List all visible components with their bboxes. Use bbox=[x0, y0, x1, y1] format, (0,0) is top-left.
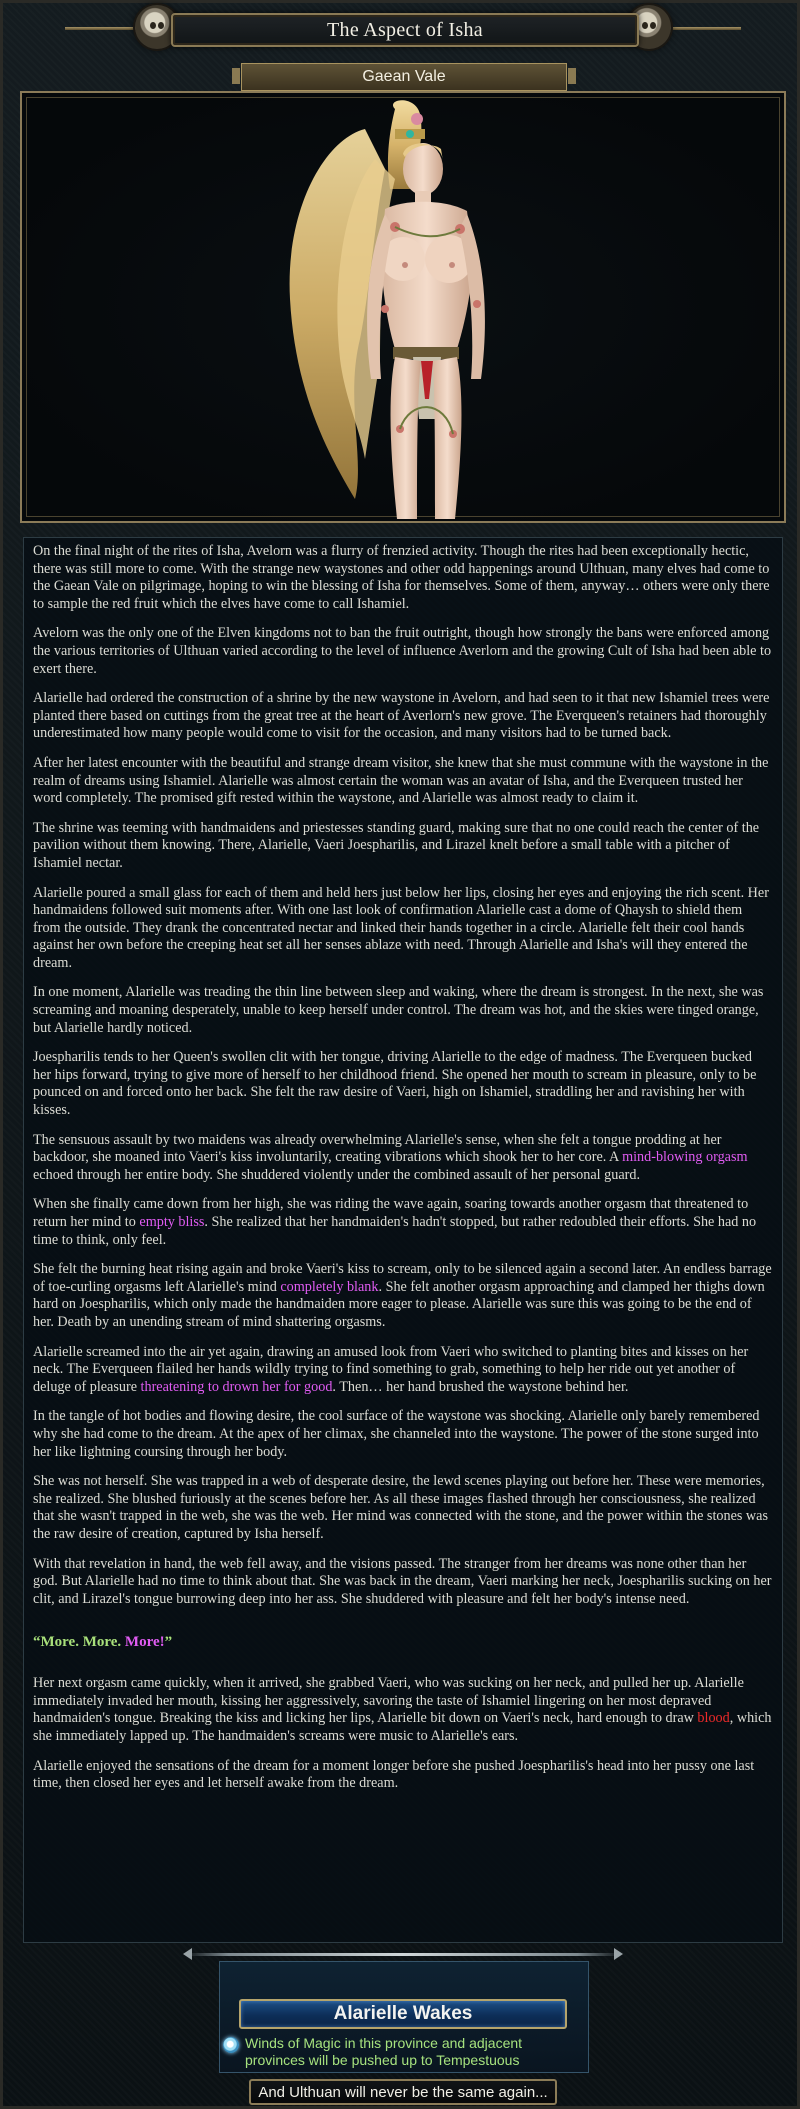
story-paragraph: She was not herself. She was trapped in a web of desperate desire, the lewd scenes playing out before her. These were memories, she realized. She blushed furiously at the scenes before her. As all these images flashed through her consciousness, she realized that she wasn't trapped in the web, she was the web. Her mind was connected with the stone, and the power within the stones was the raw desire of creation, captured by Isha herself. bbox=[33, 1473, 768, 1542]
story-paragraph: In one moment, Alarielle was treading the thin line between sleep and waking, where the dream is strongest. In the next, she was screaming and moaning desperately, unable to keep herself under control. The dream was hot, and the skies were tinged orange, but Alarielle hardly noticed. bbox=[33, 984, 764, 1036]
highlighted-phrase: completely blank bbox=[280, 1278, 379, 1295]
effect-description: Winds of Magic in this province and adjacent provinces will be pushed up to Tempestuous bbox=[245, 2035, 523, 2068]
blood-phrase: blood bbox=[697, 1710, 730, 1727]
event-title-bar bbox=[171, 13, 639, 47]
text-segment: Alarielle screamed into the air yet again, drawing an amused look from Vaeri who switched to planting bites and kisses on her neck. The Everqueen flailed her hands wildly trying to find something to grab, something to help her ride out yet another of deluge of pleasure bbox=[33, 1343, 749, 1395]
highlighted-phrase: empty bliss bbox=[139, 1214, 205, 1230]
character-portrait bbox=[245, 99, 565, 519]
text-segment: The sensuous assault by two maidens was already overwhelming Alarielle's sense, when she felt a tongue prodding at her backdoor, she moaned into Vaeri's kiss involuntarily, creating vibrations which shook her to her core. A bbox=[33, 1131, 722, 1166]
effect-row bbox=[223, 2035, 583, 2075]
story-paragraph bbox=[33, 1196, 773, 1249]
section-divider bbox=[185, 1953, 621, 1956]
story-paragraph bbox=[33, 1344, 773, 1397]
text-segment: echoed through her entire body. She shuddered violently under the combined assault of her personal guard. bbox=[33, 1166, 640, 1183]
story-paragraph bbox=[33, 1675, 773, 1745]
text-segment: . She realized that her handmaiden's hadn't stopped, but rather redoubled their efforts. She had no time to think, only feel. bbox=[33, 1214, 757, 1248]
highlighted-phrase: threatening to drown her for good bbox=[140, 1378, 333, 1395]
text-segment: When she finally came down from her high, she was riding the wave again, soaring towards another orgasm that threatened to return her mind to bbox=[33, 1196, 749, 1230]
story-paragraph: Alarielle had ordered the construction of a shrine by the new waystone in Avelorn, and had seen to it that new Ishamiel trees were planted there based on cuttings from the great tree at the heart of Averlorn's new grove. The Everqueen's retainers had thoroughly underestimated how many people would come to visit for the occasion, and many visitors had to be turned back. bbox=[33, 690, 770, 742]
story-paragraph: Avelorn was the only one of the Elven kingdoms not to ban the fruit outright, though how strongly the bans were enforced among the various territories of Ulthuan varied according to the level of influence Averlorn and the growing Cult of Isha had been able to exert there. bbox=[33, 625, 772, 677]
text-segment: . More. bbox=[75, 1634, 125, 1651]
highlighted-phrase: More! bbox=[124, 1634, 165, 1651]
story-paragraph: After her latest encounter with the beautiful and strange dream visitor, she knew that she must commune with the waystone in the realm of dreams using Ishamiel. Alarielle was almost certain the woman was an avatar of Isha, and the Everqueen trusted her word completely. The promised gift rested within the waystone, and Alarielle was almost ready to claim it. bbox=[33, 754, 769, 807]
winds-of-magic-icon bbox=[223, 2037, 239, 2053]
text-segment: She felt the burning heat rising again and broke Vaeri's kiss to scream, only to be silenced again a second later. An endless barrage of toe-curling orgasms left Alarielle's mind bbox=[33, 1261, 772, 1295]
outcome-text: And Ulthuan will never be the same again... bbox=[258, 2083, 548, 2101]
text-segment: . She felt another orgasm approaching and clamped her thighs down hard on Joespharilis, which only made the handmaiden more eager to please. Alarielle was sure this was going to be the end of her. Death by an unending stream of mind shattering orgasms. bbox=[33, 1278, 765, 1330]
text-segment: Her next orgasm came quickly, when it arrived, she grabbed Vaeri, who was sucking on her neck, and pulled her up. Alarielle immediately invaded her mouth, kissing her aggressively, savoring the taste of Ishamiel lingering on her most depraved handmaiden's tongue. Breaking the kiss and licking her lips, Alarielle bit down on Vaeri's neck, hard enough to draw bbox=[33, 1675, 744, 1727]
story-paragraph: Joespharilis tends to her Queen's swollen clit with her tongue, driving Alarielle to the edge of madness. The Everqueen bucked her hips forward, trying to give more of herself to her childhood friend. She opened her mouth to scream in pleasure, only to be pounced on and forced onto her back. She felt the raw desire of Vaeri, high on Ishamiel, straddling her and ravishing her with kisses. bbox=[33, 1049, 757, 1119]
dialogue-line bbox=[33, 1634, 773, 1651]
story-paragraph: With that revelation in hand, the web fell away, and the visions passed. The stranger from her dreams was none other than her god. But Alarielle had no time to think about that. She was back in the dream, Vaeri marking her neck, Joespharilis sucking on her clit, and Lirazel's tongue burrowing deep into her ass. She shuddered with pleasure and felt her body's intense need. bbox=[33, 1555, 772, 1607]
outcome-tooltip bbox=[249, 2079, 557, 2105]
story-paragraph: On the final night of the rites of Isha, Avelorn was a flurry of frenzied activity. Though the rites had been exceptionally hectic, there was still more to come. With the strange new waystones and other odd happenings around Ulthuan, many elves had come to the Gaean Vale on pilgrimage, hoping to win the blessing of Isha for themselves. Some of them, anyway… others were only there to sample the red fruit which the elves have come to call Ishamiel. bbox=[33, 543, 770, 612]
event-description bbox=[23, 537, 783, 1943]
text-segment: ” bbox=[164, 1634, 173, 1651]
event-title: The Aspect of Isha bbox=[327, 18, 483, 41]
text-segment: “More bbox=[33, 1634, 76, 1651]
action-button-label: Alarielle Wakes bbox=[333, 2003, 473, 2024]
alarielle-wakes-button[interactable] bbox=[239, 1999, 567, 2029]
story-paragraph bbox=[33, 1261, 773, 1331]
story-paragraph: Alarielle enjoyed the sensations of the dream for a moment longer before she pushed Joespharilis's head into her pussy one last time, then closed her eyes and let herself awake from the dream. bbox=[33, 1757, 755, 1792]
event-illustration bbox=[20, 91, 786, 523]
story-paragraph: In the tangle of hot bodies and flowing desire, the cool surface of the waystone was shocking. Alarielle only barely remembered why she had come to the dream. At the apex of her climax, she channeled into the waystone. The power of the stone surged into her like lightning coursing through her body. bbox=[33, 1408, 760, 1460]
story-paragraph: Alarielle poured a small glass for each of them and held hers just below her lips, closing her eyes and enjoying the rich scent. Her handmaidens followed suit moments after. With one last look of confirmation Alarielle cast a dome of Qhaysh to shield them from the outside. They drank the concentrated nectar and linked their hands together in a circle. Alarielle felt their cool hands against her own before the creeping heat set all her senses ablaze with need. Through Alarielle and Isha's will they entered the dream. bbox=[33, 884, 769, 971]
story-paragraph: The shrine was teeming with handmaidens and priestesses standing guard, making sure that no one could reach the center of the pavilion without them knowing. There, Alarielle, Vaeri Joespharilis, and Lirazel knelt before a small table with a pitcher of Ishamiel nectar. bbox=[33, 819, 760, 871]
highlighted-phrase: mind-blowing orgasm bbox=[622, 1149, 748, 1166]
text-segment: , which she immediately lapped up. The handmaiden's screams were music to Alarielle's ears. bbox=[33, 1710, 772, 1745]
province-name: Gaean Vale bbox=[362, 68, 446, 85]
story-paragraph bbox=[33, 1132, 773, 1185]
province-tab bbox=[241, 63, 567, 91]
text-segment: . Then… her hand brushed the waystone behind her. bbox=[332, 1378, 629, 1395]
